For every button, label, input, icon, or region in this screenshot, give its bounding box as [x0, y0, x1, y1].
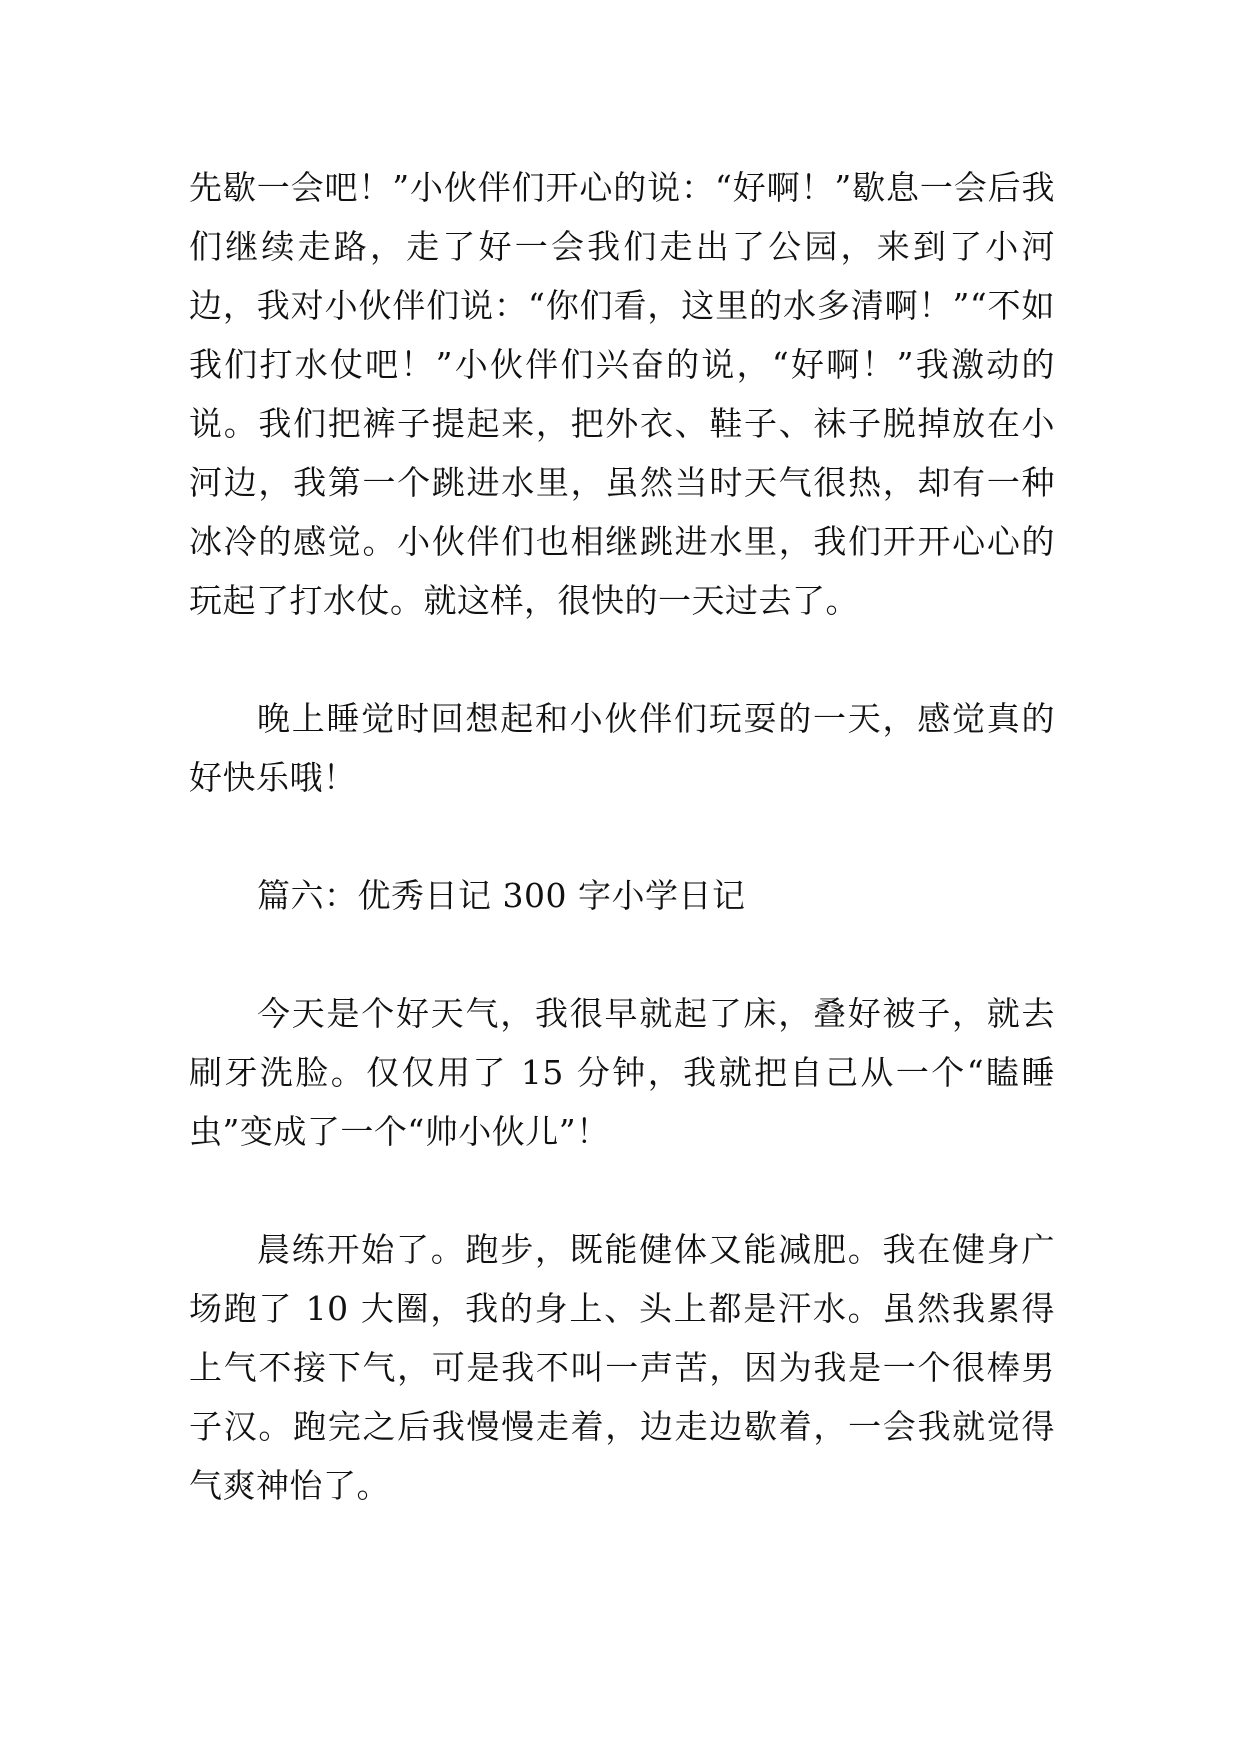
paragraph-exercise: 晨练开始了。跑步，既能健体又能减肥。我在健身广场跑了 10 大圈，我的身上、头上都是汗水。虽然我累得上气不接下气，可是我不叫一声苦，因为我是一个很棒男子汉。跑完之后我慢慢走着，边走边歇着，一会我就觉得气爽神怡了。 — [189, 1230, 1055, 1505]
section-heading: 篇六：优秀日记 300 字小学日记 — [257, 876, 746, 915]
paragraph-evening: 晚上睡觉时回想起和小伙伴们玩耍的一天，感觉真的好快乐哦！ — [189, 699, 1055, 797]
paragraph-continuation: 先歇一会吧！”小伙伴们开心的说：“好啊！”歇息一会后我们继续走路，走了好一会我们走出了公园，来到了小河边，我对小伙伴们说：“你们看，这里的水多清啊！”“不如我们打水仗吧！”小伙伴们兴奋的说，“好啊！”我激动的说。我们把裤子提起来，把外衣、鞋子、袜子脱掉放在小河边，我第一个跳进水里，虽然当时天气很热，却有一种冰冷的感觉。小伙伴们也相继跳进水里，我们开开心心的玩起了打水仗。就这样，很快的一天过去了。 — [189, 168, 1055, 620]
paragraph-morning: 今天是个好天气，我很早就起了床，叠好被子，就去刷牙洗脸。仅仅用了 15 分钟，我就把自己从一个“瞌睡虫”变成了一个“帅小伙儿”！ — [189, 994, 1055, 1151]
paragraph-spacer — [189, 1161, 1055, 1220]
paragraph-spacer — [189, 925, 1055, 984]
document-body — [189, 158, 1055, 1515]
paragraph-spacer — [189, 630, 1055, 689]
paragraph-spacer — [189, 807, 1055, 866]
